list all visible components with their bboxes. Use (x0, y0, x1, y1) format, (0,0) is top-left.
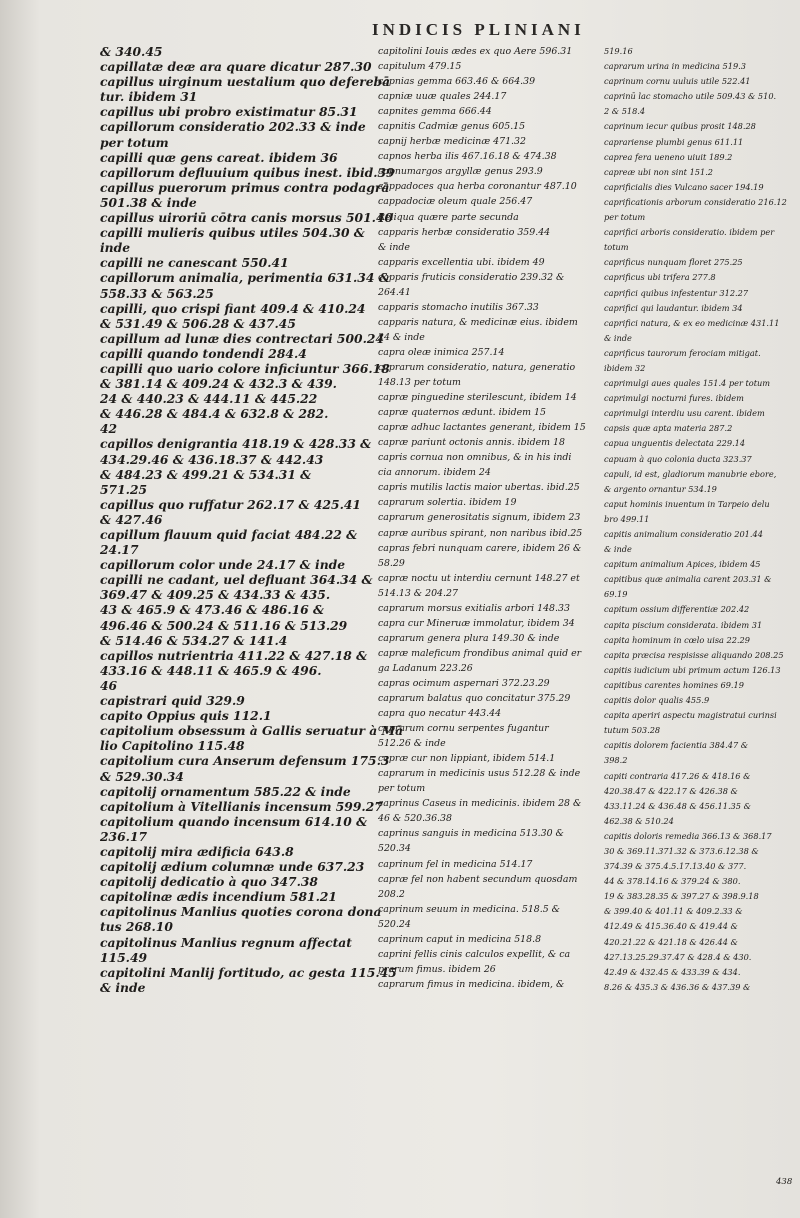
index-entry-line: caprifici arboris consideratio. ibidem per (604, 227, 775, 238)
index-entry-line: & 381.14 & 409.24 & 432.3 & 439. (100, 376, 337, 392)
index-entry-line: & 531.49 & 506.28 & 437.45 (100, 315, 296, 331)
index-entry-line: capilli mulieris quibus utiles 504.30 & (100, 225, 365, 241)
index-entry-line: capitis iudicium ubi primum actum 126.13 (604, 664, 781, 675)
index-entry-line: 496.46 & 500.24 & 511.16 & 513.29 (100, 617, 348, 633)
index-entry-line: 514.13 & 204.27 (378, 587, 458, 599)
index-entry-line: capitibus quæ animalia carent 203.31 & (604, 574, 772, 585)
index-entry-line: 44 & 378.14.16 & 379.24 & 380. (604, 876, 741, 887)
index-entry-line: caprinus sanguis in medicina 513.30 & (378, 828, 564, 840)
index-entry-line: capræ maleficum frondibus animal quid er (378, 647, 582, 659)
index-entry-line: capitum ossium differentiæ 202.42 (604, 604, 750, 615)
page-number: 438 (776, 1177, 793, 1187)
index-entry-line: capitolij ornamentum 585.22 & inde (100, 783, 351, 799)
index-entry-line: capilli quæ gens careat. ibidem 36 (100, 149, 338, 165)
index-entry-line: capras febri nunquam carere, ibidem 26 & (378, 542, 582, 554)
index-entry-line: capitis doloris remedia 366.13 & 368.17 (604, 830, 772, 841)
index-entry-line: capræ quaternos ædunt. ibidem 15 (378, 407, 546, 419)
index-entry-line: caprinus Caseus in medicinis. ibidem 28 & (378, 798, 582, 810)
index-entry-line: & 529.30.34 (100, 768, 184, 784)
index-entry-line: caprarum consideratio, natura, generatio (378, 361, 576, 373)
index-entry-line: tus 268.10 (100, 919, 173, 935)
index-entry-line: 42 (100, 421, 118, 437)
index-entry-line: capræ cur non lippiant, ibidem 514.1 (378, 753, 556, 765)
index-entry-line: 8.26 & 435.3 & 436.36 & 437.39 & (604, 981, 751, 992)
index-entry-line: capiti contraria 417.26 & 418.16 & (604, 770, 751, 781)
index-entry-line: caprinum fel in medicina 514.17 (378, 858, 533, 870)
index-entry-line: caprarum genera plura 149.30 & inde (378, 632, 560, 644)
index-entry-line: 24 & inde (378, 331, 425, 343)
index-entry-line: & inde (378, 241, 410, 253)
index-entry-line: capillus quo ruffatur 262.17 & 425.41 (100, 496, 361, 512)
index-entry-line: caprarum generositatis signum, ibidem 23 (378, 512, 581, 524)
index-entry-line: caprificationis arborum consideratio 216.12 (604, 196, 787, 207)
index-entry-line: 433.16 & 448.11 & 465.9 & 496. (100, 662, 322, 678)
index-column-right (604, 44, 790, 995)
index-entry-line: lio Capitolino 115.48 (100, 738, 245, 754)
index-entry-line: 398.2 (604, 755, 628, 766)
index-entry-line: caprificus nunquam floret 275.25 (604, 257, 743, 268)
index-entry-line: capuli, id est, gladiorum manubrie ebore, (604, 468, 777, 479)
index-entry-line: capillorum animalia, perimentia 631.34 & (100, 270, 390, 286)
index-entry-line: cappadoces qua herba coronantur 487.10 (378, 181, 577, 193)
index-entry-line: caprifici qui laudantur. ibidem 34 (604, 302, 743, 313)
index-entry-line: 412.49 & 415.36.40 & 419.44 & (604, 921, 738, 932)
index-entry-line: Reliqua quære parte secunda (378, 211, 519, 223)
index-entry-line: & inde (604, 332, 632, 343)
index-entry-line: ga Ladanum 223.26 (378, 662, 473, 674)
index-entry-line: 434.29.46 & 436.18.37 & 442.43 (100, 451, 324, 467)
index-entry-line: capitolinus Manlius regnum affectat (100, 934, 352, 950)
index-entry-line: capparis stomacho inutilis 367.33 (378, 301, 539, 313)
index-entry-line: caprarum urina in medicina 519.3 (604, 61, 746, 72)
index-entry-line: capitis dolorem facientia 384.47 & (604, 740, 749, 751)
index-entry-line: capniæ uuæ quales 244.17 (378, 91, 507, 103)
index-entry-line: capitolium cura Anserum defensum 175.3 (100, 753, 390, 769)
index-entry-line: capparis natura, & medicinæ eius. ibidem (378, 316, 578, 328)
index-entry-line: 58.29 (378, 557, 405, 569)
index-entry-line: capillum flauum quid faciat 484.22 & (100, 527, 358, 542)
index-entry-line: 19 & 383.28.35 & 397.27 & 398.9.18 (604, 891, 759, 902)
index-column-middle (378, 44, 600, 992)
index-entry-line: capita aperiri aspectu magistratui curinsi (604, 710, 777, 721)
index-entry-line: capnitis Cadmiæ genus 605.15 (378, 121, 526, 133)
index-entry-line: capillus puerorum primus contra podagrā (100, 179, 390, 195)
index-entry-line: capillus uiroriū cōtra canis morsus 501.40 (100, 210, 394, 226)
index-entry-line: capreæ ubi non sint 151.2 (604, 166, 714, 177)
index-entry-line: capnij herbæ medicinæ 471.32 (378, 136, 526, 148)
index-entry-line: caprifici natura, & ex eo medicinæ 431.11 (604, 317, 780, 328)
index-entry-line: capitolini Manlij fortitudo, ac gesta 115.45 (100, 964, 397, 980)
index-entry-line: caprea fera ueneno uiuit 189.2 (604, 151, 733, 162)
index-entry-line: capræ adhuc lactantes generant, ibidem 15 (378, 422, 586, 434)
index-entry-line: totum (604, 242, 629, 253)
index-entry-line: 520.34 (378, 843, 411, 855)
index-entry-line: capillorum defluuium quibus inest. ibid.39 (100, 164, 395, 180)
index-entry-line: & argento ornantur 534.19 (604, 483, 717, 494)
index-entry-line: capitolinæ ædis incendium 581.21 (100, 889, 337, 905)
index-entry-line: capra oleæ inimica 257.14 (378, 346, 505, 358)
index-entry-line: 24 & 440.23 & 444.11 & 445.22 (100, 391, 318, 407)
index-entry-line: capua unguentis delectata 229.14 (604, 438, 746, 449)
index-entry-line: & 514.46 & 534.27 & 141.4 (100, 632, 288, 648)
index-entry-line: capistrari quid 329.9 (100, 693, 245, 709)
index-entry-line: prarum fimus. ibidem 26 (378, 963, 496, 975)
index-entry-line: capitolium quando incensum 614.10 & (100, 813, 368, 829)
index-entry-line: caprificialis dies Vulcano sacer 194.19 (604, 181, 764, 192)
index-entry-line: 24.17 (100, 542, 139, 558)
index-entry-line: caprifici quibus infestentur 312.27 (604, 287, 749, 298)
index-entry-line: 433.11.24 & 436.48 & 456.11.35 & (604, 800, 751, 811)
index-entry-line: 427.13.25.29.37.47 & 428.4 & 430. (604, 951, 752, 962)
index-entry-line: 264.41 (378, 286, 411, 298)
index-entry-line: capparis excellentia ubi. ibidem 49 (378, 256, 545, 268)
index-entry-line: & 484.23 & 499.21 & 534.31 & (100, 466, 312, 482)
index-entry-line: caput hominis inuentum in Tarpeio delu (604, 498, 770, 509)
index-entry-line: 520.24 (378, 918, 411, 930)
index-entry-line: caprinum cornu uuluis utile 522.41 (604, 76, 751, 87)
index-entry-line: 501.38 & inde (100, 194, 197, 210)
index-entry-line: caprinum seuum in medicina. 518.5 & (378, 903, 561, 915)
index-entry-line: capitulum 479.15 (378, 61, 462, 73)
index-entry-line: 148.13 per totum (378, 377, 461, 389)
index-entry-line: capræ pinguedine sterilescunt, ibidem 14 (378, 392, 577, 404)
index-entry-line: capillus uirginum uestalium quo deferebā (100, 74, 391, 90)
index-entry-line: & 340.45 (100, 44, 163, 59)
index-entry-line: capillos nutrientria 411.22 & 427.18 & (100, 647, 368, 663)
index-entry-line: caprificus taurorum ferociam mitigat. (604, 347, 761, 358)
index-entry-line: & 446.28 & 484.4 & 632.8 & 282. (100, 406, 329, 422)
index-entry-line: capnias gemma 663.46 & 664.39 (378, 76, 536, 88)
index-entry-line: tutum 503.28 (604, 725, 661, 736)
index-entry-line: & 399.40 & 401.11 & 409.2.33 & (604, 906, 743, 917)
index-entry-line: 2 & 518.4 (604, 106, 646, 117)
index-entry-line: capillos denigrantia 418.19 & 428.33 & (100, 436, 372, 452)
index-entry-line: inde (100, 240, 131, 256)
index-entry-line: capræ noctu ut interdiu cernunt 148.27 et (378, 572, 580, 584)
index-entry-line: capparis herbæ consideratio 359.44 (378, 226, 551, 238)
index-entry-line: 115.49 (100, 949, 148, 965)
index-entry-line: capitolini Iouis ædes ex quo Aere 596.31 (378, 46, 573, 57)
index-entry-line: caprarum morsus exitialis arbori 148.33 (378, 602, 570, 614)
index-entry-line: caprimulgi aues quales 151.4 per totum (604, 378, 771, 389)
index-entry-line: caprinum caput in medicina 518.8 (378, 933, 542, 945)
index-entry-line: capillorum color unde 24.17 & inde (100, 557, 346, 573)
index-entry-line: caprinū lac stomacho utile 509.43 & 510. (604, 91, 777, 102)
index-entry-line: capra quo necatur 443.44 (378, 708, 502, 720)
index-entry-line: capilli, quo crispi fiant 409.4 & 410.24 (100, 300, 366, 316)
index-entry-line: capnites gemma 666.44 (378, 106, 492, 118)
index-entry-line: 236.17 (100, 828, 148, 844)
index-entry-line: capræ fel non habent secundum quosdam (378, 873, 578, 885)
index-entry-line: 512.26 & inde (378, 738, 446, 750)
index-entry-line: 420.21.22 & 421.18 & 426.44 & (604, 936, 738, 947)
index-entry-line: capitolij dedicatio à quo 347.38 (100, 874, 318, 890)
index-entry-line: capitis animalium consideratio 201.44 (604, 529, 763, 539)
index-entry-line: tur. ibidem 31 (100, 89, 198, 105)
index-entry-line: capillatæ deæ ara quare dicatur 287.30 (100, 59, 372, 75)
index-entry-line: capilli quo uario colore inficiuntur 366.18 (100, 360, 390, 376)
index-entry-line: ibidem 32 (604, 362, 646, 373)
index-entry-line: capitolium obsessum à Gallis seruatur à Mā (100, 723, 404, 739)
index-entry-line: capparis fruticis consideratio 239.32 & (378, 271, 565, 283)
index-entry-line: 69.19 (604, 589, 628, 600)
index-entry-line: capræ auribus spirant, non naribus ibid.25 (378, 527, 583, 539)
index-entry-line: 519.16 (604, 46, 633, 56)
index-entry-line: capuam à quo colonia ducta 323.37 (604, 453, 752, 464)
index-entry-line: per totum (100, 134, 169, 150)
index-entry-line: caprarum in medicinis usus 512.28 & inde (378, 768, 581, 780)
index-entry-line: capitum animalium Apices, ibidem 45 (604, 559, 761, 570)
index-entry-line: 43 & 465.9 & 473.46 & 486.16 & (100, 602, 325, 618)
index-entry-line: capris cornua non omnibus, & in his indi (378, 452, 572, 464)
index-entry-line: capras ocimum aspernari 372.23.29 (378, 677, 550, 689)
index-entry-line: capitolij mira ædificia 643.8 (100, 843, 294, 859)
index-entry-line: 208.2 (378, 888, 405, 900)
running-header: INDICIS PLINIANI (372, 20, 585, 39)
index-entry-line: capra cur Mineruæ immolatur, ibidem 34 (378, 617, 575, 629)
index-entry-line: 42.49 & 432.45 & 433.39 & 434. (604, 966, 741, 977)
index-entry-line: bro 499.11 (604, 513, 650, 524)
index-entry-line: cappadociæ oleum quale 256.47 (378, 196, 533, 208)
index-entry-line: capnumargos argyllæ genus 293.9 (378, 166, 543, 178)
index-entry-line: capita hominum in cœlo uisa 22.29 (604, 634, 750, 645)
index-entry-line: capito Oppius quis 112.1 (100, 708, 272, 724)
index-entry-line: per totum (378, 783, 426, 795)
index-entry-line: capitibus carentes homines 69.19 (604, 679, 744, 690)
index-entry-line: capilli quando tondendi 284.4 (100, 345, 307, 361)
index-entry-line: capitolij ædium columnæ unde 637.23 (100, 859, 365, 875)
index-entry-line: caprarum fimus in medicina. ibidem, & (378, 978, 565, 990)
index-entry-line: caprimulgi nocturni fures. ibidem (604, 393, 744, 404)
index-entry-line: caprarum solertia. ibidem 19 (378, 497, 517, 509)
index-entry-line: capris mutilis lactis maior ubertas. ibid.25 (378, 482, 580, 494)
index-entry-line: 571.25 (100, 481, 148, 497)
index-entry-line: capillum ad lunæ dies contrectari 500.24 (100, 330, 384, 346)
index-entry-line: capilli ne cadant, uel defluant 364.34 & (100, 572, 373, 588)
index-entry-line: capillus ubi probro existimatur 85.31 (100, 104, 358, 120)
index-entry-line: & 427.46 (100, 511, 163, 527)
index-entry-line: caprificus ubi trifera 277.8 (604, 272, 716, 283)
index-entry-line: capitis dolor qualis 455.9 (604, 695, 710, 706)
index-entry-line: capilli ne canescant 550.41 (100, 255, 289, 271)
index-entry-line: caprarum balatus quo concitatur 375.29 (378, 693, 571, 705)
index-entry-line: 30 & 369.11.371.32 & 373.6.12.38 & (604, 845, 759, 856)
index-entry-line: 46 & 520.36.38 (378, 813, 452, 825)
index-entry-line: caprini fellis cinis calculos expellit, & ca (378, 948, 571, 960)
index-entry-line: capnos herba ilis 467.16.18 & 474.38 (378, 151, 557, 163)
index-entry-line: 462.38 & 510.24 (604, 815, 674, 826)
index-entry-line: cia annorum. ibidem 24 (378, 467, 491, 479)
index-entry-line: caprimulgi interdiu usu carent. ibidem (604, 408, 765, 419)
index-entry-line: caprinum iecur quibus prosit 148.28 (604, 121, 756, 132)
index-entry-line: & inde (100, 979, 146, 995)
index-entry-line: caprarum cornu serpentes fugantur (378, 723, 549, 735)
index-entry-line: capsis quæ apta materia 287.2 (604, 423, 733, 434)
index-entry-line: 420.38.47 & 422.17 & 426.38 & (604, 785, 738, 796)
index-entry-line: 369.47 & 409.25 & 434.33 & 435. (100, 587, 331, 603)
index-entry-line: caprariense plumbi genus 611.11 (604, 136, 744, 147)
index-entry-line: per totum (604, 212, 646, 223)
index-entry-line: capræ pariunt octonis annis. ibidem 18 (378, 437, 565, 449)
index-entry-line: & inde (604, 544, 632, 555)
index-entry-line: 46 (100, 677, 118, 693)
index-entry-line: 558.33 & 563.25 (100, 285, 214, 301)
index-entry-line: capita præcisa respisisse aliquando 208.25 (604, 649, 784, 660)
index-entry-line: capita piscium considerata. ibidem 31 (604, 619, 763, 630)
index-entry-line: capillorum consideratio 202.33 & inde (100, 119, 366, 135)
index-entry-line: 374.39 & 375.4.5.17.13.40 & 377. (604, 861, 747, 872)
index-entry-line: capitolium à Vitellianis incensum 599.27 (100, 798, 383, 814)
index-entry-line: capitolinus Manlius quoties corona dona (100, 904, 382, 920)
